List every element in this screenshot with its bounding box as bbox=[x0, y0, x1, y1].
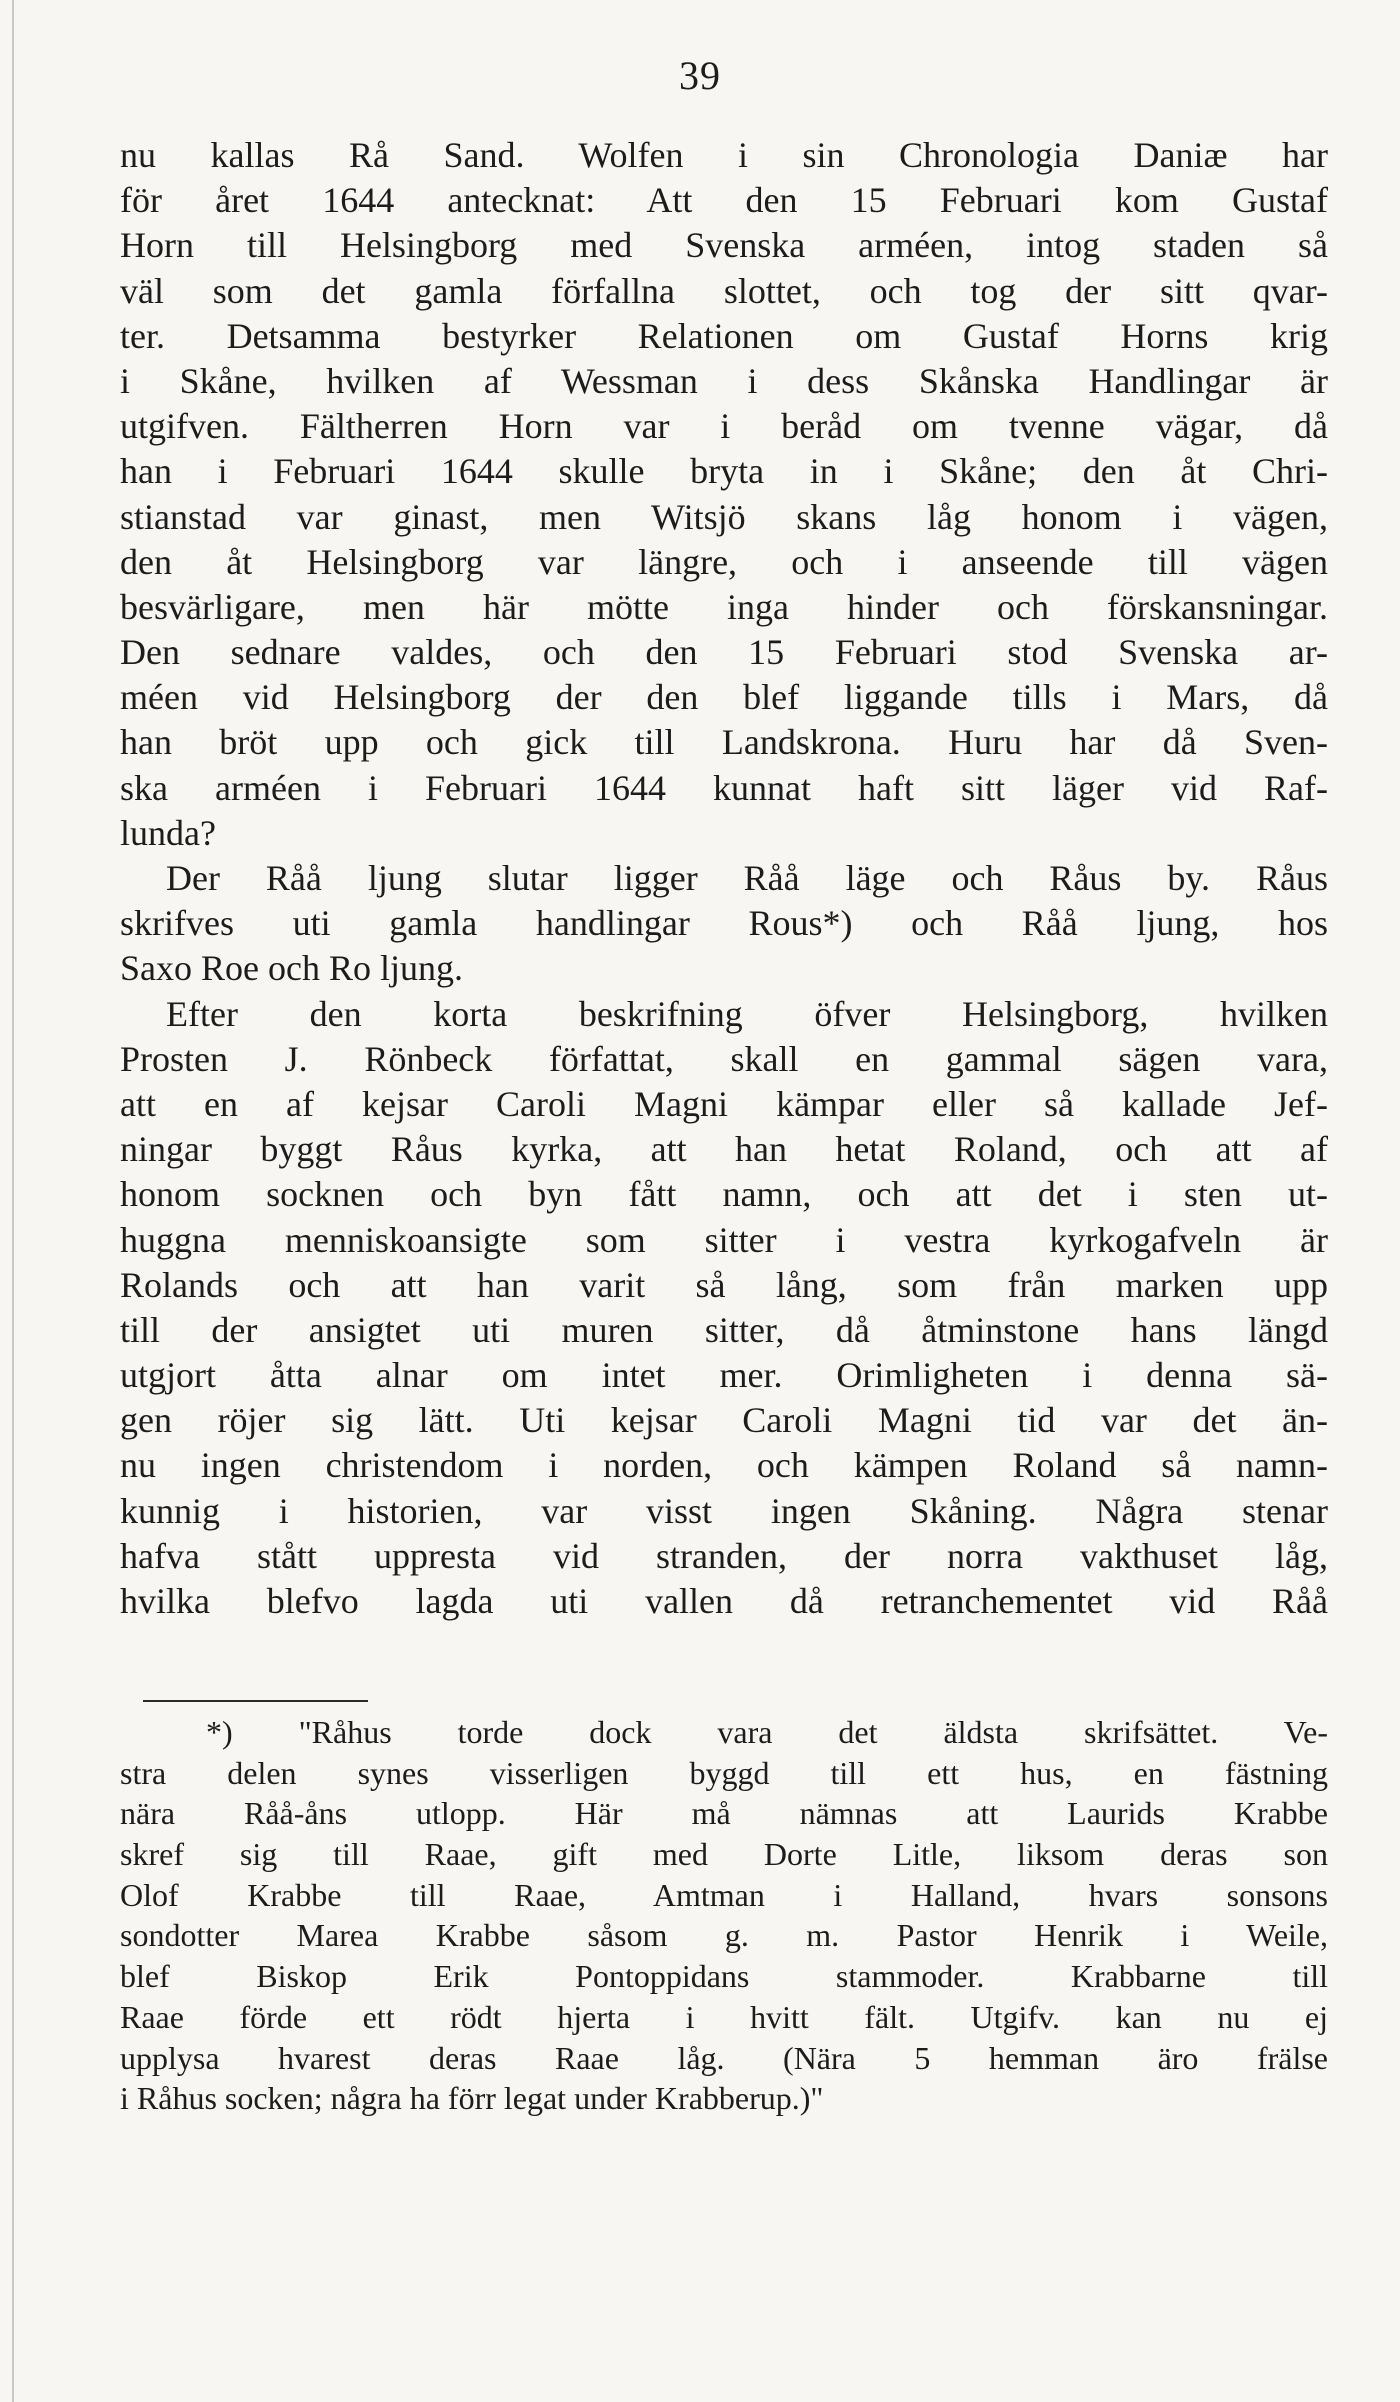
body-line: nu ingen christendom i norden, och kämpen Roland så namn- bbox=[120, 1445, 1328, 1486]
body-line: stianstad var ginast, men Witsjö skans låg honom i vägen, bbox=[120, 496, 1328, 537]
body-line: väl som det gamla förfallna slottet, och tog der sitt qvar- bbox=[120, 270, 1328, 311]
footnote-line: stra delen synes visserligen byggd till ett hus, en fästning bbox=[120, 1754, 1328, 1791]
body-line: Efter den korta beskrifning öfver Helsingborg, hvilken bbox=[166, 993, 1328, 1034]
footnote-line: upplysa hvarest deras Raae låg. (Nära 5 hemman äro frälse bbox=[120, 2039, 1328, 2076]
body-line: nu kallas Rå Sand. Wolfen i sin Chronologia Daniæ har bbox=[120, 135, 1328, 175]
footnote-line: i Råhus socken; några ha förr legat under Krabberup.)" bbox=[120, 2080, 824, 2117]
body-line: hafva stått uppresta vid stranden, der norra vakthuset låg, bbox=[120, 1535, 1328, 1576]
body-line: i Skåne, hvilken af Wessman i dess Skånska Handlingar är bbox=[120, 360, 1328, 401]
body-line: ter. Detsamma bestyrker Relationen om Gustaf Horns krig bbox=[120, 315, 1328, 356]
footnote-line: nära Råå-åns utlopp. Här må nämnas att Laurids Krabbe bbox=[120, 1795, 1328, 1832]
body-line: hvilka blefvo lagda uti vallen då retranchementet vid Råå bbox=[120, 1581, 1328, 1621]
footnote-line: skref sig till Raae, gift med Dorte Litle, liksom deras son bbox=[120, 1836, 1328, 1873]
body-line: ningar byggt Råus kyrka, att han hetat Roland, och att af bbox=[120, 1129, 1328, 1170]
body-line: ska arméen i Februari 1644 kunnat haft sitt läger vid Raf- bbox=[120, 767, 1328, 808]
body-line: lunda? bbox=[120, 812, 216, 853]
body-line: méen vid Helsingborg der den blef liggande tills i Mars, då bbox=[120, 677, 1328, 718]
page-number: 39 bbox=[679, 53, 721, 98]
body-line: gen röjer sig lätt. Uti kejsar Caroli Magni tid var det än- bbox=[120, 1400, 1328, 1441]
body-line: besvärligare, men här mötte inga hinder och förskansningar. bbox=[120, 586, 1328, 627]
footnote-line: *) "Råhus torde dock vara det äldsta skrifsättet. Ve- bbox=[206, 1714, 1328, 1750]
body-line: utgifven. Fältherren Horn var i beråd om tvenne vägar, då bbox=[120, 406, 1328, 447]
page-edge-rule bbox=[12, 0, 14, 2402]
body-line: skrifves uti gamla handlingar Rous*) och Råå ljung, hos bbox=[120, 903, 1328, 944]
footnote-line: Raae förde ett rödt hjerta i hvitt fält. Utgifv. kan nu ej bbox=[120, 1998, 1328, 2035]
body-line: honom socknen och byn fått namn, och att det i sten ut- bbox=[120, 1174, 1328, 1215]
body-line: han bröt upp och gick till Landskrona. Huru har då Sven- bbox=[120, 722, 1328, 763]
body-line: kunnig i historien, var visst ingen Skåning. Några stenar bbox=[120, 1490, 1328, 1531]
footnote-line: sondotter Marea Krabbe såsom g. m. Pastor Henrik i Weile, bbox=[120, 1917, 1328, 1954]
body-line: Saxo Roe och Ro ljung. bbox=[120, 948, 463, 989]
footnote bbox=[120, 1712, 1328, 2119]
footnote-line: Olof Krabbe till Raae, Amtman i Halland, hvars sonsons bbox=[120, 1876, 1328, 1913]
body-line: huggna menniskoansigte som sitter i vestra kyrkogafveln är bbox=[120, 1219, 1328, 1260]
footnote-line: blef Biskop Erik Pontoppidans stammoder. Krabbarne till bbox=[120, 1958, 1328, 1995]
body-line: den åt Helsingborg var längre, och i anseende till vägen bbox=[120, 541, 1328, 582]
body-text bbox=[120, 133, 1328, 1624]
body-line: till der ansigtet uti muren sitter, då åtminstone hans längd bbox=[120, 1309, 1328, 1350]
body-line: Prosten J. Rönbeck författat, skall en gammal sägen vara, bbox=[120, 1038, 1328, 1079]
body-line: Rolands och att han varit så lång, som från marken upp bbox=[120, 1264, 1328, 1305]
body-line: Den sednare valdes, och den 15 Februari stod Svenska ar- bbox=[120, 632, 1328, 673]
body-line: Der Råå ljung slutar ligger Råå läge och Råus by. Råus bbox=[166, 858, 1328, 898]
body-line: för året 1644 antecknat: Att den 15 Februari kom Gustaf bbox=[120, 180, 1328, 221]
body-line: utgjort åtta alnar om intet mer. Orimligheten i denna sä- bbox=[120, 1355, 1328, 1396]
footnote-separator bbox=[143, 1700, 368, 1702]
body-line: han i Februari 1644 skulle bryta in i Skåne; den åt Chri- bbox=[120, 451, 1328, 492]
body-line: att en af kejsar Caroli Magni kämpar eller så kallade Jef- bbox=[120, 1083, 1328, 1124]
body-line: Horn till Helsingborg med Svenska arméen, intog staden så bbox=[120, 225, 1328, 266]
